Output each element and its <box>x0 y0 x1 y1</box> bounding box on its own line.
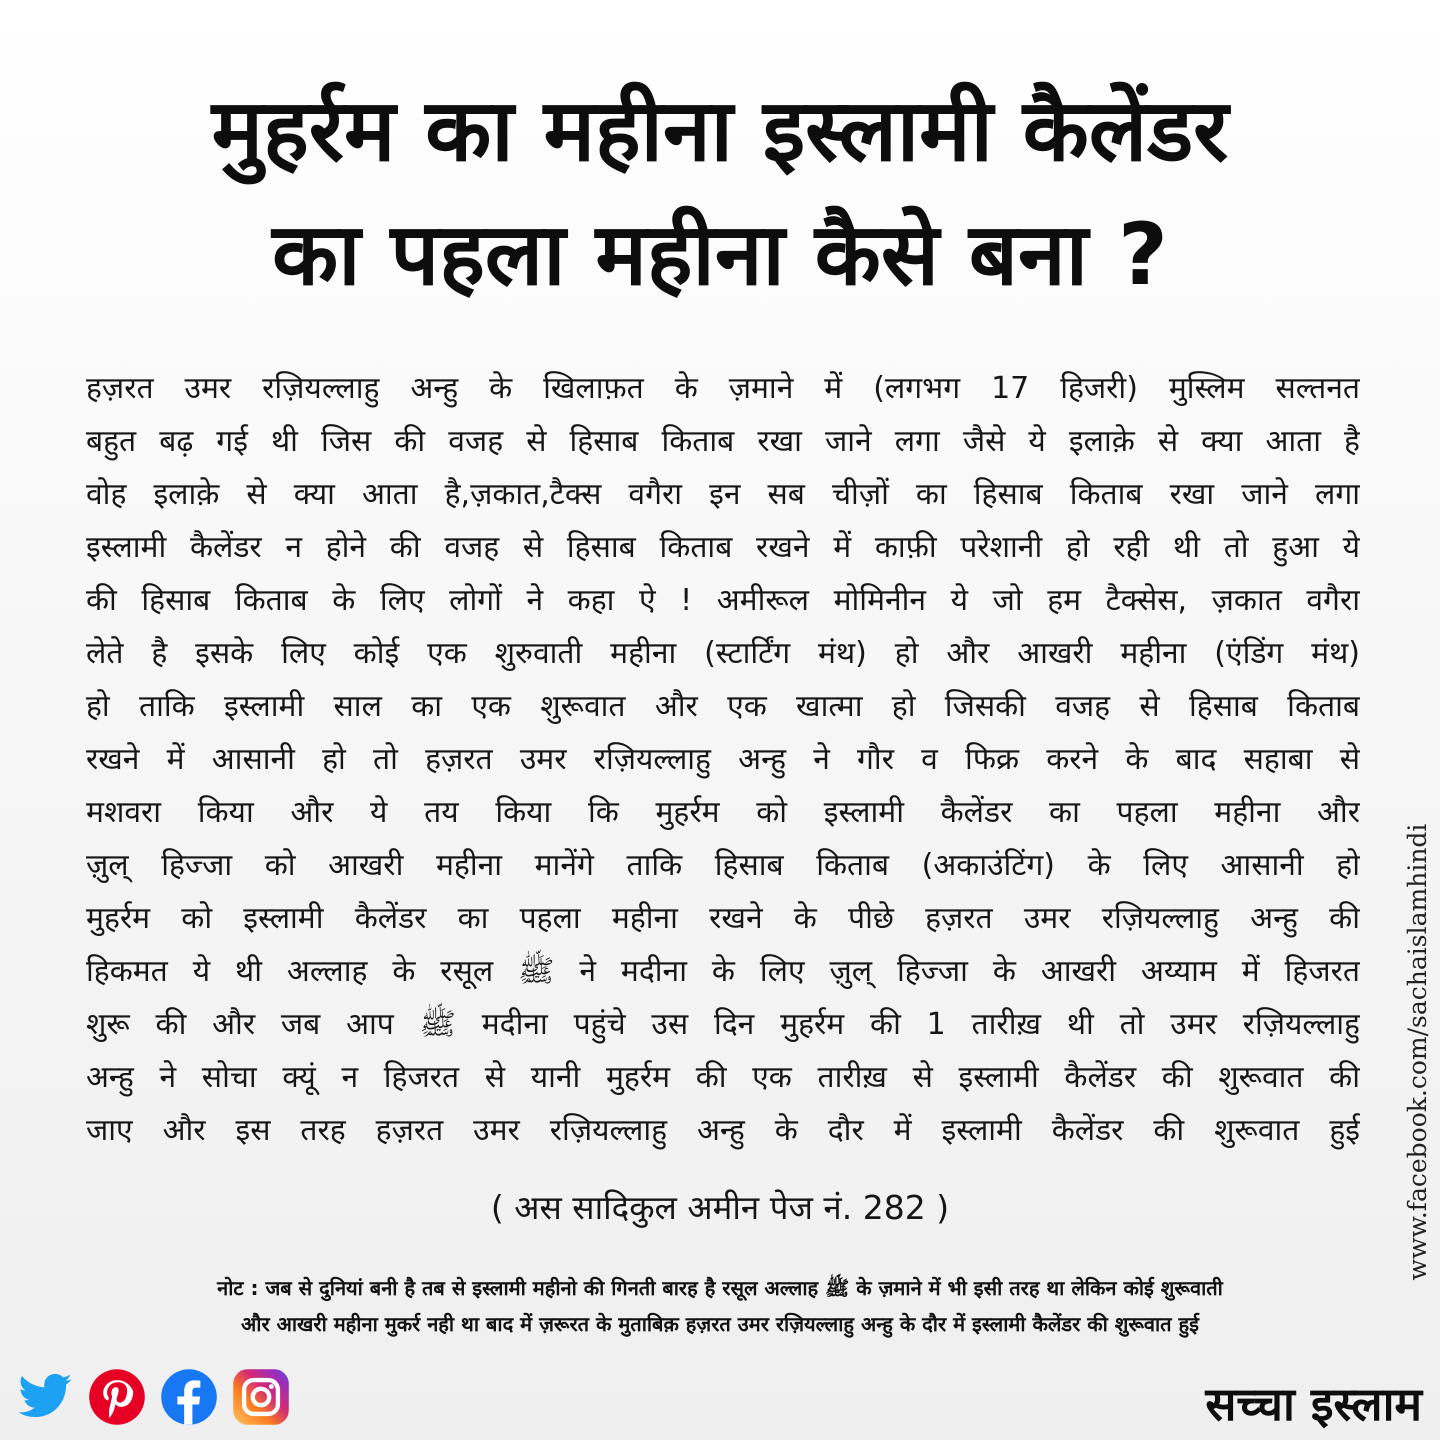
body-line: हज़रत उमर रज़ियल्लाहु अन्हु के खिलाफ़त के ज़माने में (लगभग 17 हिजरी) मुस्लिम सल्तनत <box>86 371 1360 406</box>
twitter-icon[interactable] <box>16 1368 74 1426</box>
body-line: लेते है इसके लिए कोई एक शुरुवाती महीना (स्टार्टिंग मंथ) हो और आखरी महीना (एंडिंग मंथ) <box>86 636 1360 671</box>
body-line: शुरू की और जब आप ﷺ मदीना पहुंचे उस दिन मुहर्रम की 1 तारीख़ थी तो उमर रज़ियल्लाहु <box>86 1007 1360 1042</box>
body-line: अन्हु ने सोचा क्यूं न हिजरत से यानी मुहर्रम की एक तारीख़ से इस्लामी कैलेंडर की शुरूवात की <box>86 1060 1360 1095</box>
social-icons <box>16 1366 290 1428</box>
body-line: हो ताकि इस्लामी साल का एक शुरूवात और एक खात्मा हो जिसकी वजह से हिसाब किताब <box>86 689 1360 724</box>
footnote-line-2: और आखरी महीना मुकर्र नही था बाद में ज़रूरत के मुताबिक़ हज़रत उमर रज़ियल्लाहु अन्हु के दौर में इस्लामी कैलेंडर की शुरूवात हुई <box>241 1312 1199 1336</box>
body-line: इस्लामी कैलेंडर न होने की वजह से हिसाब किताब रखने में काफ़ी परेशानी हो रही थी तो हुआ ये <box>86 530 1360 565</box>
body-line: की हिसाब किताब के लिए लोगों ने कहा ऐ ! अमीरूल मोमिनीन ये जो हम टैक्सेस, ज़कात वगैरा <box>86 583 1360 618</box>
page-title-line-2: का पहला महीना कैसे बना ? <box>272 205 1168 305</box>
body-line: बहुत बढ़ गई थी जिस की वजह से हिसाब किताब रखा जाने लगा जैसे ये इलाक़े से क्या आता है <box>86 424 1360 459</box>
body-line: रखने में आसानी हो तो हज़रत उमर रज़ियल्लाहु अन्हु ने गौर व फिक्र करने के बाद सहाबा से <box>86 742 1360 777</box>
pinterest-icon[interactable] <box>88 1368 146 1426</box>
facebook-icon[interactable] <box>160 1368 218 1426</box>
footnote-line-1: नोट : जब से दुनियां बनी है तब से इस्लामी महीनो की गिनती बारह है रसूल अल्लाह ﷺ के ज़माने में भी इसी तरह था लेकिन कोई शुरूवाती <box>217 1276 1223 1300</box>
footnote <box>60 1270 1380 1342</box>
body-line: हिकमत ये थी अल्लाह के रसूल ﷺ ने मदीना के लिए ज़ुल् हिज्जा के आखरी अय्याम में हिजरत <box>86 954 1360 989</box>
instagram-icon[interactable] <box>232 1368 290 1426</box>
body-line: ज़ुल् हिज्जा को आखरी महीना मानेंगे ताकि हिसाब किताब (अकाउंटिंग) के लिए आसानी हो <box>86 848 1360 883</box>
body-line: वोह इलाक़े से क्या आता है,ज़कात,टैक्स वगैरा इन सब चीज़ों का हिसाब किताब रखा जाने लगा <box>86 477 1360 512</box>
facebook-page-url[interactable]: www.facebook.com/sachaislamhindi <box>1403 823 1432 1281</box>
body-line: जाए और इस तरह हज़रत उमर रज़ियल्लाहु अन्हु के दौर में इस्लामी कैलेंडर की शुरूवात हुई <box>86 1113 1360 1148</box>
body-line: मशवरा किया और ये तय किया कि मुहर्रम को इस्लामी कैलेंडर का पहला महीना और <box>86 795 1360 830</box>
page-title-line-1: मुहर्रम का महीना इस्लामी कैलेंडर <box>211 81 1229 181</box>
source-citation: ( अस सादिकुल अमीन पेज नं. 282 ) <box>490 1188 950 1227</box>
article-body <box>86 362 1360 1157</box>
body-line: मुहर्रम को इस्लामी कैलेंडर का पहला महीना रखने के पीछे हज़रत उमर रज़ियल्लाहु अन्हु की <box>86 901 1360 936</box>
brand-name: सच्चा इस्लाम <box>1205 1377 1422 1431</box>
